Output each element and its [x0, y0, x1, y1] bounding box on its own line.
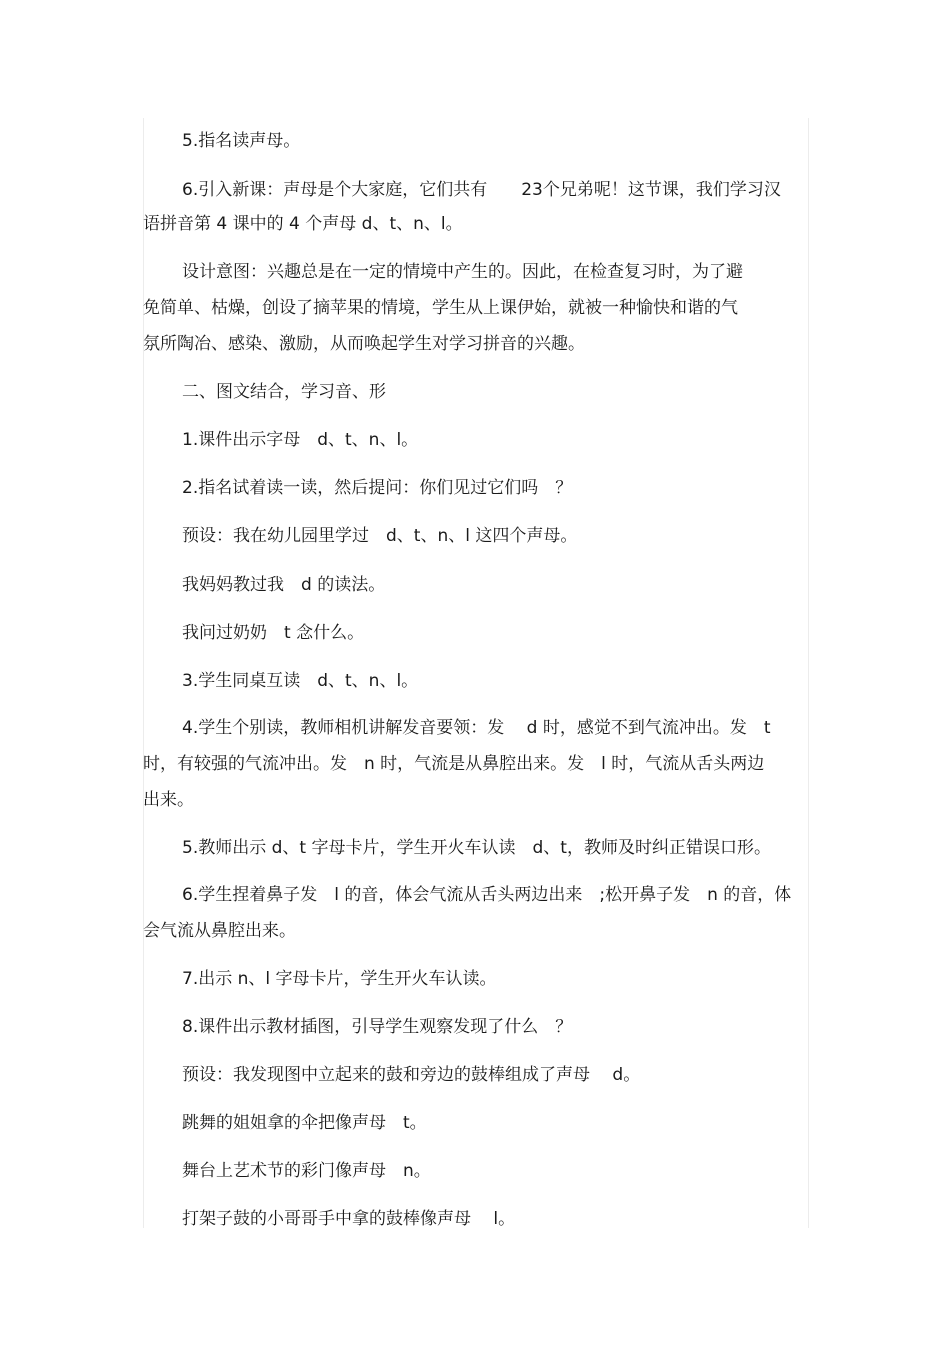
text-line-23: 跳舞的姐姐拿的伞把像声母 t。 [182, 1113, 427, 1133]
text-line-22: 预设：我发现图中立起来的鼓和旁边的鼓棒组成了声母 d。 [182, 1065, 641, 1085]
text-line-9: 2.指名试着读一读，然后提问：你们见过它们吗 ？ [182, 478, 573, 498]
text-line-24: 舞台上艺术节的彩门像声母 n。 [182, 1161, 431, 1181]
text-line-6: 氛所陶冶、感染、激励，从而唤起学生对学习拼音的兴趣。 [143, 334, 585, 354]
text-line-15: 时，有较强的气流冲出。发 n 时，气流是从鼻腔出来。发 l 时，气流从舌头两边 [143, 754, 765, 774]
text-line-2: 6.引入新课：声母是个大家庭，它们共有 23个兄弟呢！这节课，我们学习汉 [182, 180, 781, 200]
text-line-12: 我问过奶奶 t 念什么。 [182, 623, 365, 643]
text-line-16: 出来。 [143, 790, 194, 810]
text-line-18: 6.学生捏着鼻子发 l 的音，体会气流从舌头两边出来 ;松开鼻子发 n 的音，体 [182, 885, 792, 905]
text-line-17: 5.教师出示 d、t 字母卡片，学生开火车认读 d、t，教师及时纠正错误口形。 [182, 838, 771, 858]
text-line-21: 8.课件出示教材插图，引导学生观察发现了什么 ？ [182, 1017, 573, 1037]
section-heading: 二、图文结合，学习音、形 [182, 382, 386, 402]
text-line-3: 语拼音第 4 课中的 4 个声母 d、t、n、l。 [143, 214, 463, 234]
text-line-11: 我妈妈教过我 d 的读法。 [182, 575, 386, 595]
text-line-14: 4.学生个别读，教师相机讲解发音要领：发 d 时，感觉不到气流冲出。发 t [182, 718, 771, 738]
text-line-1: 5.指名读声母。 [182, 131, 301, 151]
text-line-4: 设计意图：兴趣总是在一定的情境中产生的。因此，在检查复习时，为了避 [182, 262, 743, 282]
text-line-13: 3.学生同桌互读 d、t、n、l。 [182, 671, 419, 691]
text-line-10: 预设：我在幼儿园里学过 d、t、n、l 这四个声母。 [182, 526, 578, 546]
text-line-25: 打架子鼓的小哥哥手中拿的鼓棒像声母 l。 [182, 1209, 516, 1229]
text-line-8: 1.课件出示字母 d、t、n、l。 [182, 430, 419, 450]
text-line-20: 7.出示 n、l 字母卡片，学生开火车认读。 [182, 969, 497, 989]
text-line-19: 会气流从鼻腔出来。 [143, 921, 296, 941]
text-line-5: 免简单、枯燥，创设了摘苹果的情境，学生从上课伊始，就被一种愉快和谐的气 [143, 298, 738, 318]
